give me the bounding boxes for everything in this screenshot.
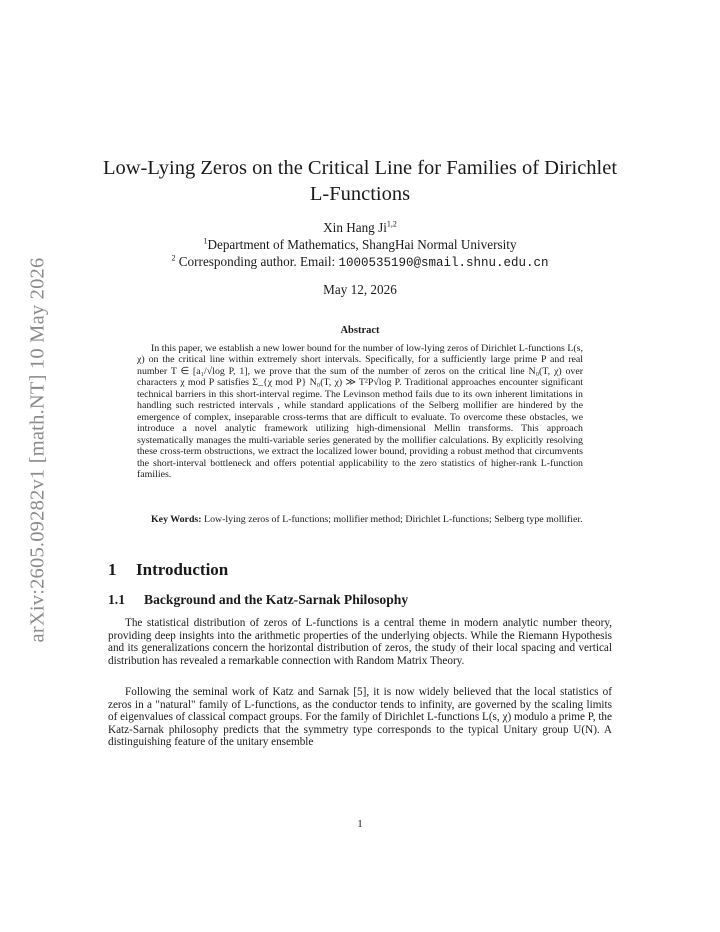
arxiv-id: arXiv:2605.09282v1 [math.NT] 10 May 2026 [26, 257, 49, 643]
title-line-2: L-Functions [309, 183, 411, 205]
abstract-text: In this paper, we establish a new lower bound for the number of low-lying zeros of Dirichlet L-functions L(s, χ) on the critical line within extremely short intervals. Specifically, for a sufficiently large prime P and real number T ∈ [a₁/√log P, 1], we prove that the sum of the number of zeros on the critical line N₀(T, χ) over characters χ mod P satisfies Σ_{χ mod P} N₀(T, χ) ≫ T²P√log P. Traditional approaches encounter significant technical barriers in this short-interval regime. The Levinson method fails due to its own inherent limitations in handling such restricted intervals , while standard applications of the Selberg mollifier are hindered by the emergence of complex, inseparable cross-terms that are difficult to evaluate. To overcome these obstacles, we introduce a novel analytic framework utilizing high-dimensional Mellin transforms. This approach systematically manages the multi-variable series generated by the mollifier calculations. By explicitly resolving these cross-term obstructions, we extract the localized lower bound, providing a robust method that circumvents the short-interval bottleneck and offers potential applicability to the zero statistics of higher-rank L-function families. [137, 343, 583, 480]
corresponding-label: Corresponding author. Email: [178, 254, 336, 269]
section-heading-introduction [108, 560, 228, 580]
author-email: 1000535190@smail.shnu.edu.cn [338, 256, 549, 270]
keywords-line [137, 514, 583, 525]
corresponding-line [100, 254, 620, 270]
paper-date: May 12, 2026 [323, 282, 397, 297]
paragraph-1: The statistical distribution of zeros of L-functions is a central theme in modern analytic number theory, providing deep insights into the arithmetic properties of the underlying objects. While the Riemann Hypothesis and its generalizations concern the horizontal distribution of zeros, the study of their local spacing and vertical distribution has revealed a remarkable connection with Random Matrix Theory. [108, 617, 612, 667]
affiliation-line [100, 237, 620, 253]
paragraph-2: Following the seminal work of Katz and Sarnak [5], it is now widely believed that the local statistics of zeros in a "natural" family of L-functions, as the conductor tends to infinity, are governed by the scaling limits of eigenvalues of classical compact groups. For the family of Dirichlet L-functions L(s, χ) modulo a prime P, the Katz-Sarnak philosophy predicts that the symmetry type corresponds to the typical Unitary group U(N). A distinguishing feature of the unitary ensemble [108, 686, 612, 749]
subsection-number: 1.1 [108, 592, 125, 607]
section-number: 1 [108, 560, 117, 579]
affiliation-sup-1: 1 [203, 236, 208, 246]
paper-title [100, 155, 620, 207]
arxiv-sidebar-stamp [18, 240, 58, 660]
subsection-title: Background and the Katz-Sarnak Philosophy [144, 592, 409, 607]
affiliation-dept: Department of Mathematics, ShangHai Normal University [207, 237, 517, 252]
title-line-1: Low-Lying Zeros on the Critical Line for Families of Dirichlet [102, 157, 618, 179]
keywords-text: Low-lying zeros of L-functions; mollifier method; Dirichlet L-functions; Selberg type mollifier. [204, 514, 583, 525]
author-name: Xin Hang Ji [323, 220, 387, 235]
section-title: Introduction [136, 560, 229, 579]
keywords-label: Key Words: [151, 514, 202, 525]
affiliation-sup-2: 2 [171, 253, 176, 263]
abstract-heading: Abstract [340, 325, 380, 336]
author-line [100, 220, 620, 236]
page-number: 1 [357, 818, 363, 830]
subsection-heading-background [108, 592, 408, 608]
author-sup: 1,2 [386, 219, 397, 229]
